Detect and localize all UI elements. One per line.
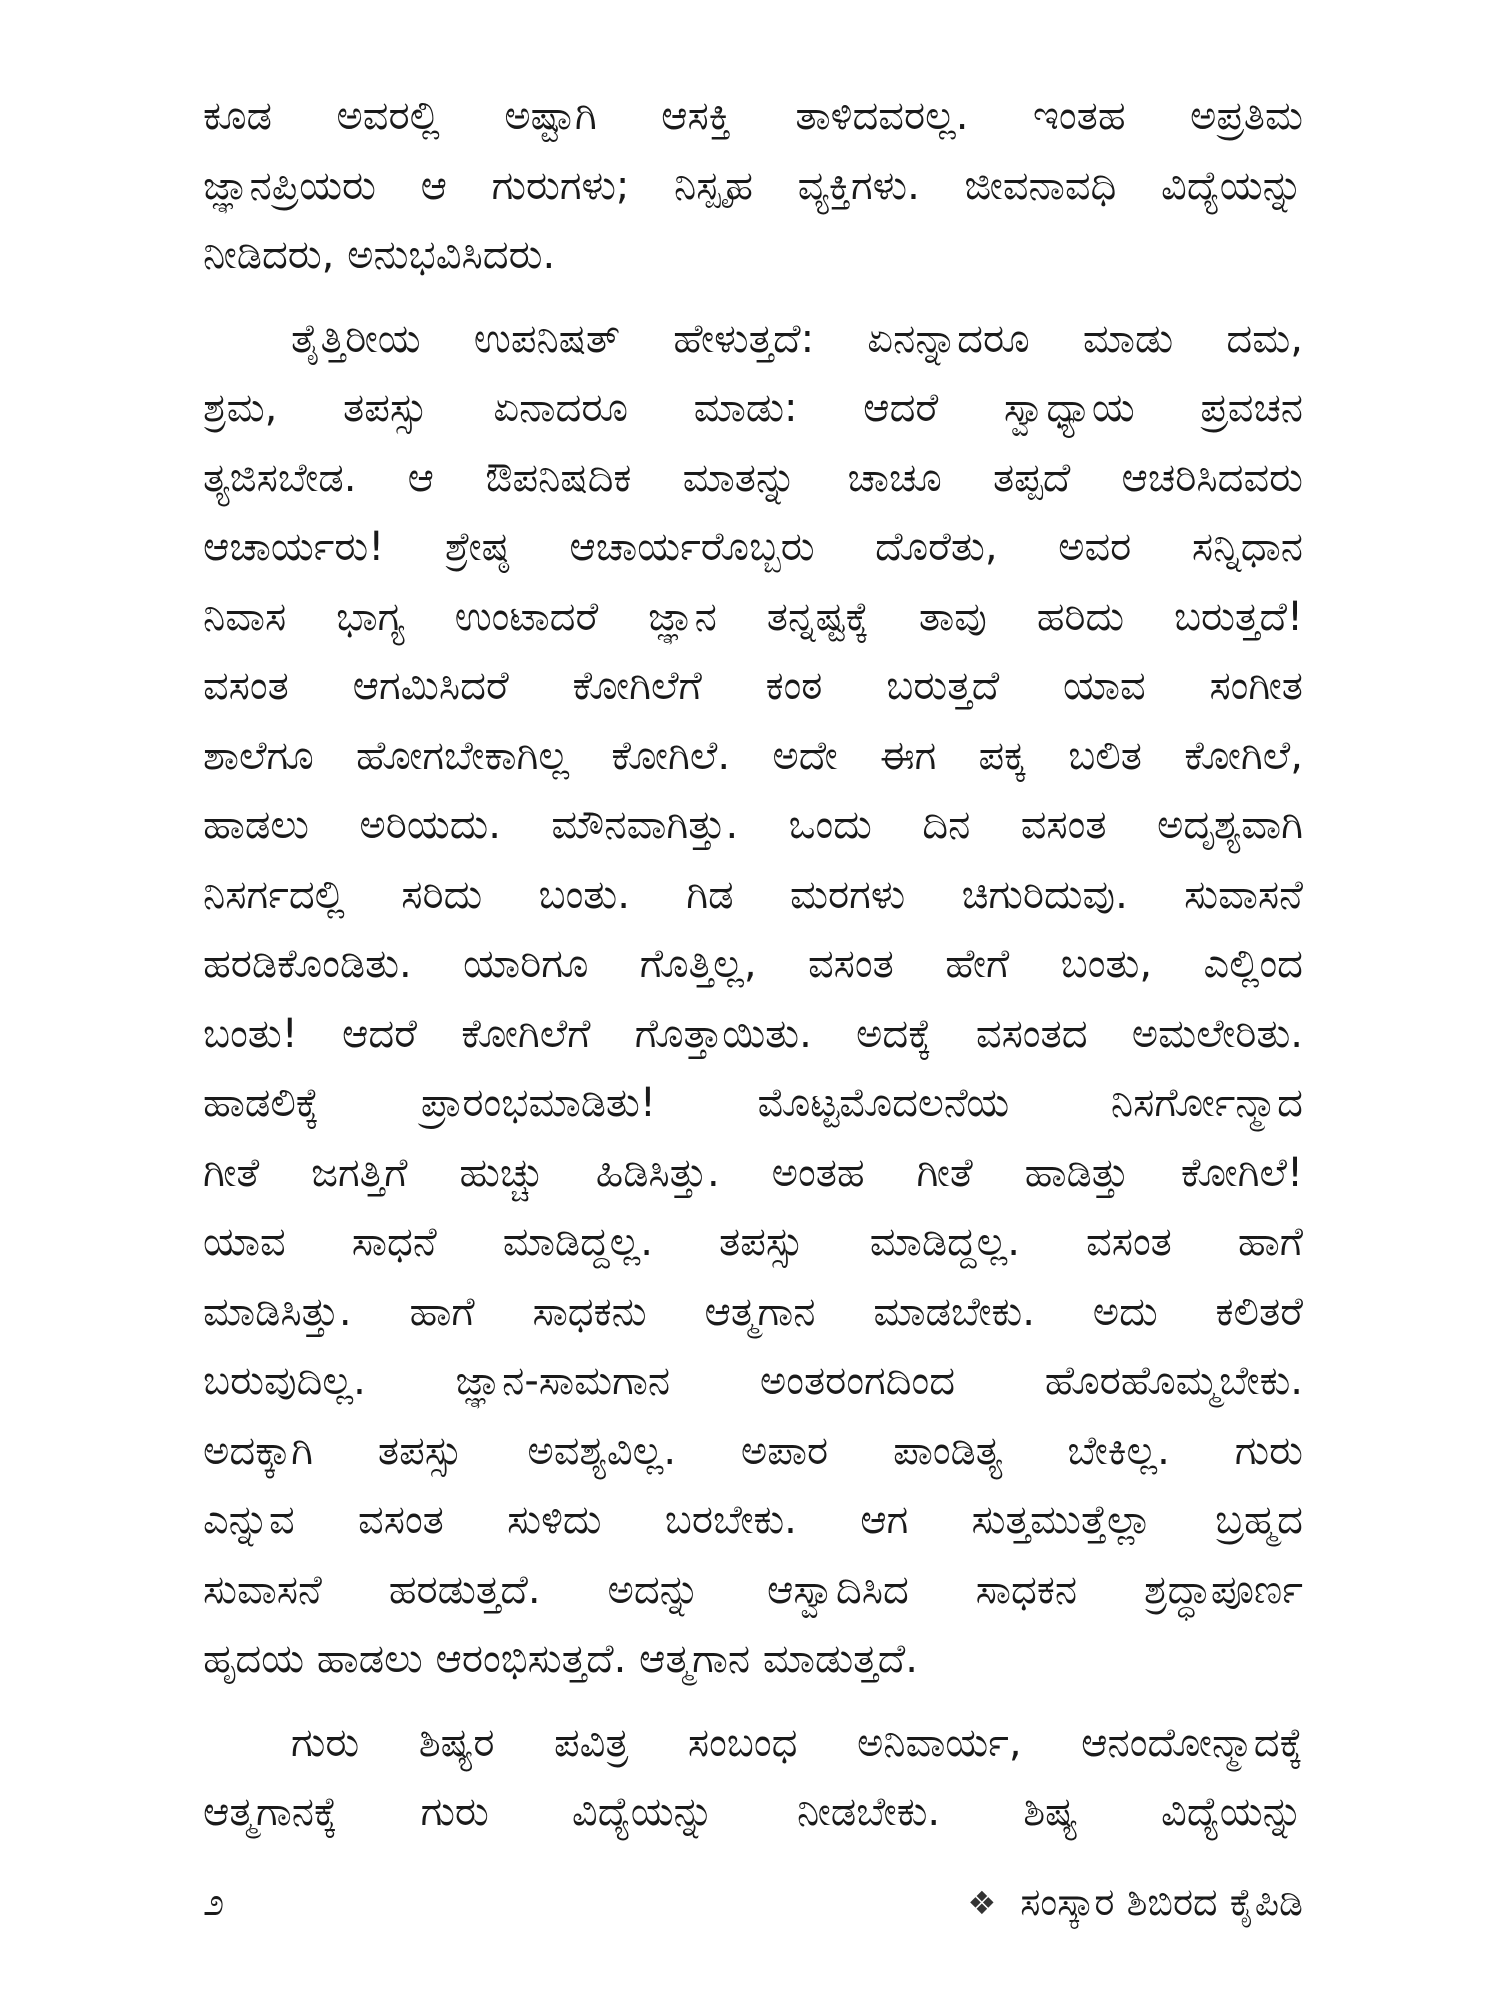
text-line: ಹೃದಯ ಹಾಡಲು ಆರಂಭಿಸುತ್ತದೆ. ಆತ್ಮಗಾನ ಮಾಡುತ್ತದೆ. [203, 1636, 918, 1682]
text-line: ಶಾಲೆಗೂ ಹೋಗಬೇಕಾಗಿಲ್ಲ ಕೋಗಿಲೆ. ಅದೇ ಈಗ ಪಕ್ಕ ಬಲಿತ ಕೋಗಿಲೆ, [203, 732, 1303, 779]
diamond-ornament-icon: ❖ [967, 1883, 997, 1922]
page-footer [203, 1880, 1303, 1940]
text-line: ಸುವಾಸನೆ ಹರಡುತ್ತದೆ. ಅದನ್ನು ಆಸ್ವಾದಿಸಿದ ಸಾಧಕನ ಶ್ರದ್ಧಾಪೂರ್ಣ [203, 1566, 1303, 1613]
text-line: ಎನ್ನುವ ವಸಂತ ಸುಳಿದು ಬರಬೇಕು. ಆಗ ಸುತ್ತಮುತ್ತೆಲ್ಲಾ ಬ್ರಹ್ಮದ [203, 1497, 1303, 1543]
text-line: ಬರುವುದಿಲ್ಲ. ಜ್ಞಾನ-ಸಾಮಗಾನ ಅಂತರಂಗದಿಂದ ಹೊರಹೊಮ್ಮಬೇಕು. [203, 1358, 1303, 1404]
text-line: ಆತ್ಮಗಾನಕ್ಕೆ ಗುರು ವಿದ್ಯೆಯನ್ನು ನೀಡಬೇಕು. ಶಿಷ್ಯ ವಿದ್ಯೆಯನ್ನು [203, 1789, 1303, 1835]
text-line: ಕೂಡ ಅವರಲ್ಲಿ ಅಷ್ಟಾಗಿ ಆಸಕ್ತಿ ತಾಳಿದವರಲ್ಲ. ಇಂತಹ ಅಪ್ರತಿಮ [203, 93, 1303, 139]
text-line: ತ್ಯಜಿಸಬೇಡ. ಆ ಔಪನಿಷದಿಕ ಮಾತನ್ನು ಚಾಚೂ ತಪ್ಪದೆ ಆಚರಿಸಿದವರು [203, 454, 1303, 501]
text-line: ವಸಂತ ಆಗಮಿಸಿದರೆ ಕೋಗಿಲೆಗೆ ಕಂಠ ಬರುತ್ತದೆ ಯಾವ ಸಂಗೀತ [203, 663, 1303, 709]
text-line: ನೀಡಿದರು, ಅನುಭವಿಸಿದರು. [203, 232, 556, 278]
text-line: ಅದಕ್ಕಾಗಿ ತಪಸ್ಸು ಅವಶ್ಯವಿಲ್ಲ. ಅಪಾರ ಪಾಂಡಿತ್ಯ ಬೇಕಿಲ್ಲ. ಗುರು [203, 1427, 1303, 1474]
page-number: ೨ [203, 1880, 225, 1924]
text-line: ಶ್ರಮ, ತಪಸ್ಸು ಏನಾದರೂ ಮಾಡು: ಆದರೆ ಸ್ವಾಧ್ಯಾಯ ಪ್ರವಚನ [203, 385, 1303, 431]
text-line: ನಿವಾಸ ಭಾಗ್ಯ ಉಂಟಾದರೆ ಜ್ಞಾನ ತನ್ನಷ್ಟಕ್ಕೆ ತಾವು ಹರಿದು ಬರುತ್ತದೆ! [203, 593, 1303, 640]
body-text [203, 82, 1303, 1848]
text-line: ಮಾಡಿಸಿತ್ತು. ಹಾಗೆ ಸಾಧಕನು ಆತ್ಮಗಾನ ಮಾಡಬೇಕು. ಅದು ಕಲಿತರೆ [203, 1288, 1303, 1335]
running-head [968, 1880, 1303, 1925]
text-line: ಗುರು ಶಿಷ್ಯರ ಪವಿತ್ರ ಸಂಬಂಧ ಅನಿವಾರ್ಯ, ಆನಂದೋನ್ಮಾದಕ್ಕೆ [291, 1719, 1303, 1766]
text-line: ಯಾವ ಸಾಧನೆ ಮಾಡಿದ್ದಲ್ಲ. ತಪಸ್ಸು ಮಾಡಿದ್ದಲ್ಲ. ವಸಂತ ಹಾಗೆ [203, 1219, 1303, 1265]
text-line: ಹಾಡಲಿಕ್ಕೆ ಪ್ರಾರಂಭಮಾಡಿತು! ಮೊಟ್ಟಮೊದಲನೆಯ ನಿಸರ್ಗೋನ್ಮಾದ [203, 1080, 1303, 1126]
paragraph-3 [203, 1709, 1303, 1848]
text-line: ಹರಡಿಕೊಂಡಿತು. ಯಾರಿಗೂ ಗೊತ್ತಿಲ್ಲ, ವಸಂತ ಹೇಗೆ ಬಂತು, ಎಲ್ಲಿಂದ [203, 941, 1303, 987]
text-line: ಆಚಾರ್ಯರು! ಶ್ರೇಷ್ಠ ಆಚಾರ್ಯರೊಬ್ಬರು ದೊರೆತು, ಅವರ ಸನ್ನಿಧಾನ [203, 524, 1303, 570]
text-line: ಬಂತು! ಆದರೆ ಕೋಗಿಲೆಗೆ ಗೊತ್ತಾಯಿತು. ಅದಕ್ಕೆ ವಸಂತದ ಅಮಲೇರಿತು. [203, 1010, 1303, 1057]
text-line: ಗೀತೆ ಜಗತ್ತಿಗೆ ಹುಚ್ಚು ಹಿಡಿಸಿತ್ತು. ಅಂತಹ ಗೀತೆ ಹಾಡಿತ್ತು ಕೋಗಿಲೆ! [203, 1149, 1303, 1196]
text-line: ಹಾಡಲು ಅರಿಯದು. ಮೌನವಾಗಿತ್ತು. ಒಂದು ದಿನ ವಸಂತ ಅದೃಶ್ಯವಾಗಿ [203, 802, 1303, 848]
text-line: ನಿಸರ್ಗದಲ್ಲಿ ಸರಿದು ಬಂತು. ಗಿಡ ಮರಗಳು ಚಿಗುರಿದುವು. ಸುವಾಸನೆ [203, 871, 1303, 918]
paragraph-1 [203, 82, 1303, 291]
paragraph-2 [203, 305, 1303, 1695]
text-line: ಜ್ಞಾನಪ್ರಿಯರು ಆ ಗುರುಗಳು; ನಿಸ್ಪೃಹ ವ್ಯಕ್ತಿಗಳು. ಜೀವನಾವಧಿ ವಿದ್ಯೆಯನ್ನು [203, 162, 1303, 209]
book-title: ಸಂಸ್ಕಾರ ಶಿಬಿರದ ಕೈಪಿಡಿ [1020, 1880, 1303, 1924]
text-line: ತೈತ್ತಿರೀಯ ಉಪನಿಷತ್ ಹೇಳುತ್ತದೆ: ಏನನ್ನಾದರೂ ಮಾಡು ದಮ, [291, 315, 1303, 362]
